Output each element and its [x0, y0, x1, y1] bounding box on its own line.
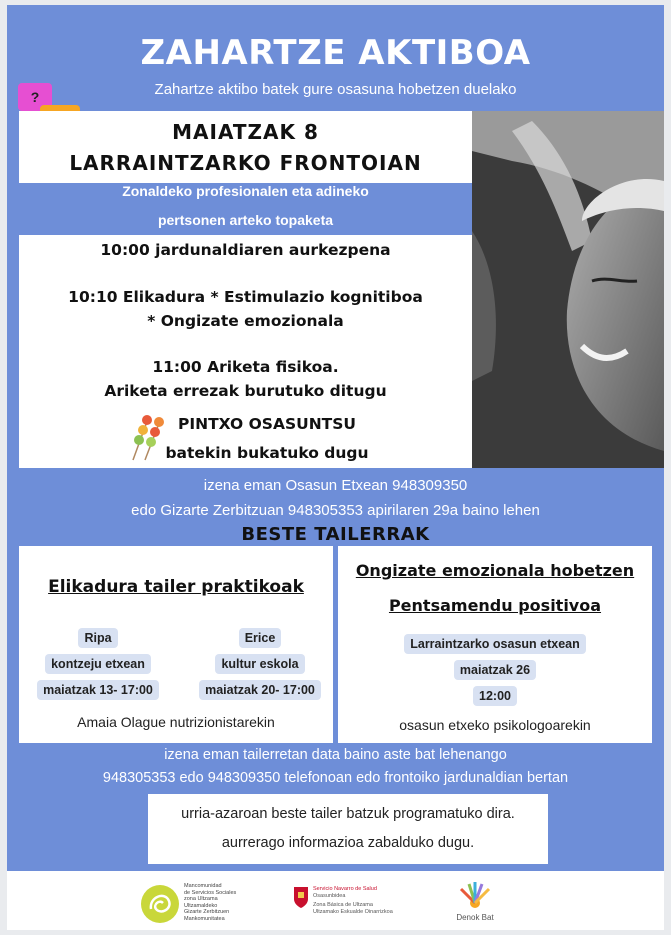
loc2-place: kultur eskola: [215, 654, 304, 674]
workshop-reg-line1: izena eman tailerretan data baino aste bat lehenango: [164, 747, 507, 763]
denok-bat-logo-text: Denok Bat: [456, 913, 494, 922]
workshop-reg-line2: 948305353 edo 948309350 telefonoan edo frontoiko jardunaldian bertan: [102, 770, 569, 786]
elderly-couple-photo: [472, 111, 664, 468]
workshop-right-title2: Pentsamendu positivoa: [388, 596, 602, 615]
workshop-left-title: Elikadura tailer praktikoak: [48, 577, 304, 597]
workshops-title: BESTE TAILERRAK: [241, 524, 430, 545]
loc2-name: Erice: [239, 628, 282, 648]
note-box: [148, 794, 548, 864]
agenda-item-3-line1: 11:00 Ariketa fisikoa.: [152, 358, 339, 376]
agenda-item-1: 10:00 jardunaldiaren aurkezpena: [100, 241, 391, 259]
loc1-place: kontzeju etxean: [45, 654, 151, 674]
denok-bat-logo-icon: [455, 881, 495, 911]
registration-line2: edo Gizarte Zerbitzuan 948305353 apirilaren 29a baino lehen: [131, 502, 540, 519]
question-chat-icon: ?: [18, 83, 52, 111]
event-date: MAIATZAK 8: [172, 120, 319, 144]
workshop-left-loc2: [192, 629, 328, 699]
mancomunidad-logo-text: Mancomunidad de Servicios Sociales zona Ultzama Ultzamaldeko Gizarte Zerbitzuen Mankomunitatea: [184, 883, 237, 922]
workshop-left-with: Amaia Olague nutrizionistarekin: [77, 714, 275, 730]
pintxo-line2: batekin bukatuko dugu: [165, 444, 369, 462]
workshop-right-title1: Ongizate emozionala hobetzen: [355, 561, 635, 580]
poster-title: ZAHARTZE AKTIBOA: [140, 33, 531, 73]
event-desc-line1: Zonaldeko profesionalen eta adineko: [122, 183, 369, 199]
agenda-item-3-line2: Ariketa errezak burutuko ditugu: [104, 382, 387, 400]
workshop-left-loc1: [33, 629, 163, 699]
loc1-date: maiatzak 13- 17:00: [37, 680, 159, 700]
note-line2: aurrerago informazioa zabalduko dugu.: [221, 835, 475, 851]
note-line1: urria-azaroan beste tailer batzuk programatuko dira.: [181, 806, 515, 822]
workshop-right-details: [338, 635, 652, 705]
poster-subtitle: Zahartze aktibo batek gure osasuna hobetzen duelako: [154, 81, 517, 98]
registration-line1: izena eman Osasun Etxean 948309350: [203, 477, 468, 494]
osasunbidea-logo-text: Servicio Navarro de Salud Osasunbidea Zona Básica de Ultzama Ultzamako Eskualde Oinarrizkoa: [313, 886, 393, 915]
mancomunidad-logo-icon: [139, 883, 181, 925]
right-date: maiatzak 26: [454, 660, 536, 680]
event-desc-line2: pertsonen arteko topaketa: [157, 212, 334, 228]
pintxo-line1: PINTXO OSASUNTSU: [177, 415, 357, 433]
agenda-item-2-line2: * Ongizate emozionala: [147, 312, 344, 330]
loc2-date: maiatzak 20- 17:00: [199, 680, 321, 700]
loc1-name: Ripa: [78, 628, 117, 648]
event-venue: LARRAINTZARKO FRONTOIAN: [69, 151, 422, 175]
workshop-right-with: osasun etxeko psikologoarekin: [399, 717, 591, 733]
agenda-block: [19, 235, 472, 468]
footer-logos: [7, 871, 664, 930]
right-time: 12:00: [473, 686, 517, 706]
poster: [7, 5, 664, 930]
right-place: Larraintzarko osasun etxean: [404, 634, 586, 654]
navarra-shield-icon: [292, 885, 310, 909]
agenda-item-2-line1: 10:10 Elikadura * Estimulazio kognitiboa: [68, 288, 423, 306]
